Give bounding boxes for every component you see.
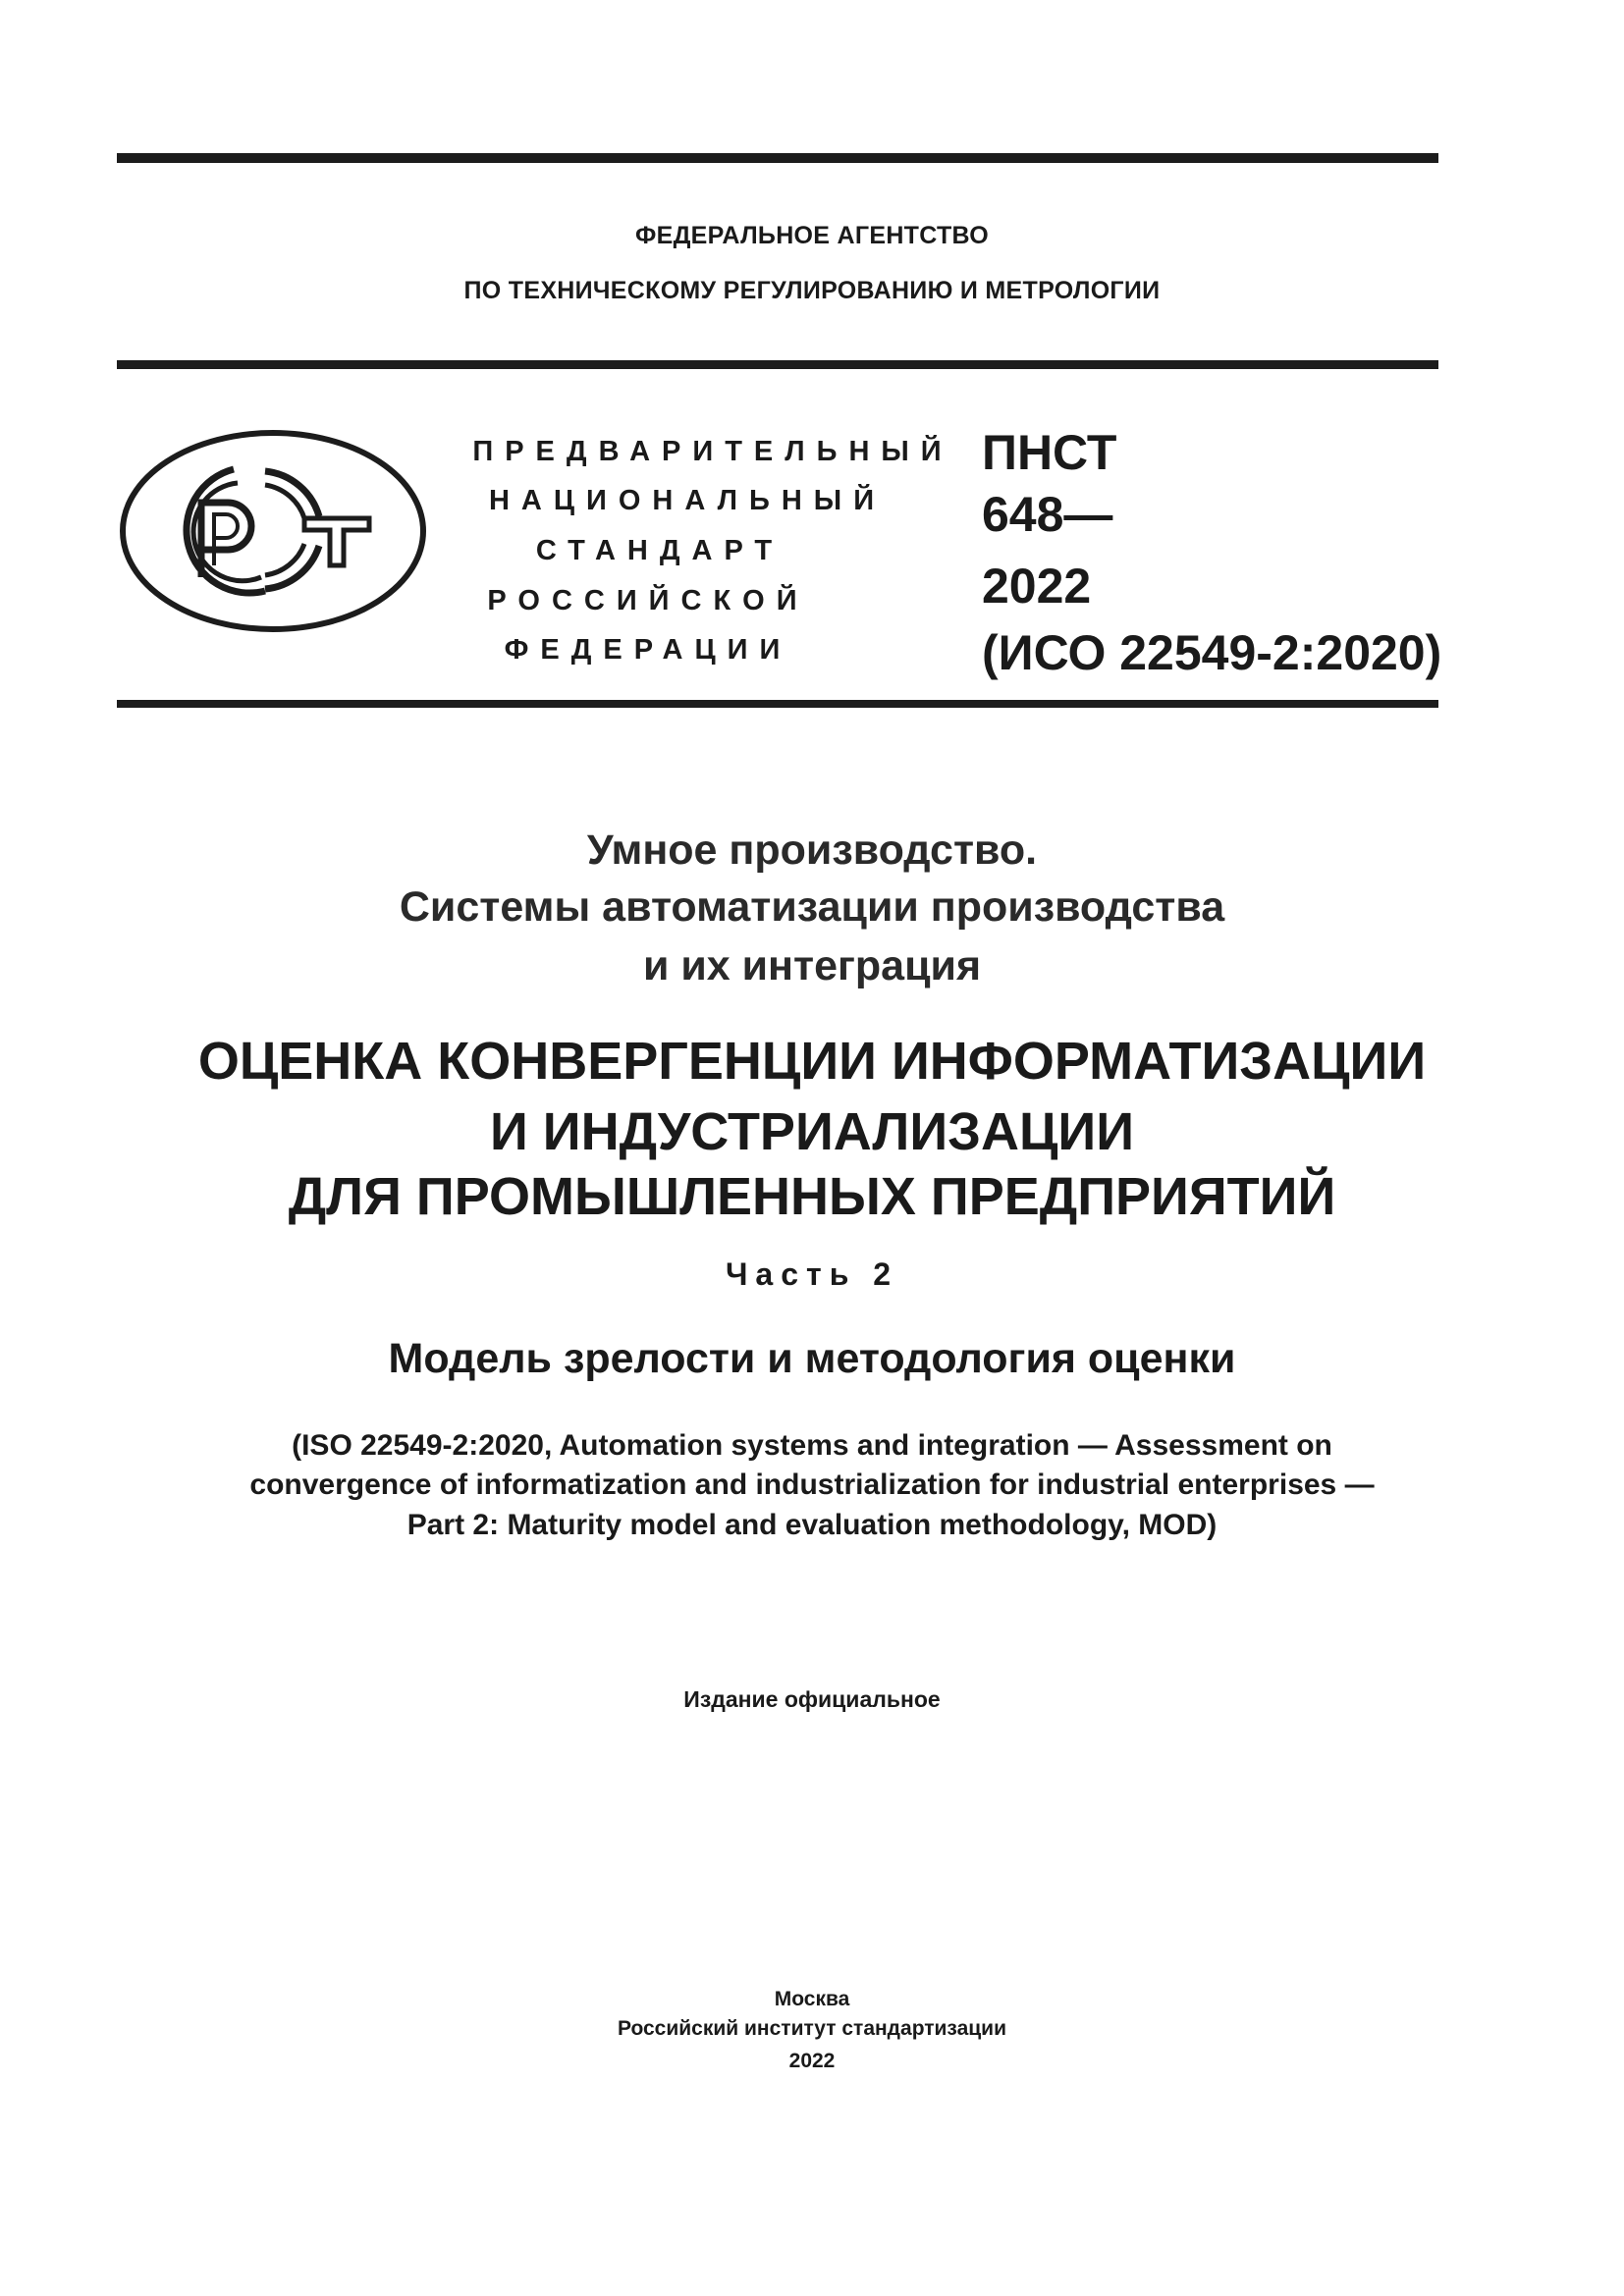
standard-kind-line: НАЦИОНАЛЬНЫЙ <box>488 485 887 516</box>
main-title-line: ОЦЕНКА КОНВЕРГЕНЦИИ ИНФОРМАТИЗАЦИИ <box>197 1032 1427 1091</box>
standard-code-line: (ИСО 22549-2:2020) <box>982 625 1442 680</box>
series-title-line: Системы автоматизации производства <box>399 883 1225 931</box>
agency-name-line1: ФЕДЕРАЛЬНОЕ АГЕНТСТВО <box>634 222 990 249</box>
series-title-line: и их интеграция <box>642 942 982 989</box>
edition-label: Издание официальное <box>683 1686 941 1712</box>
standard-kind-line: СТАНДАРТ <box>535 535 785 566</box>
publisher-institute: Российский институт стандартизации <box>617 2017 1007 2040</box>
header-rule <box>117 360 1438 369</box>
english-title-line: Part 2: Maturity model and evaluation methodology, MOD) <box>406 1509 1218 1541</box>
title-rule <box>117 700 1438 708</box>
top-rule <box>117 153 1438 163</box>
agency-name-line2: ПО ТЕХНИЧЕСКОМУ РЕГУЛИРОВАНИЮ И МЕТРОЛОГИИ <box>463 277 1161 304</box>
standard-code-line: 2022 <box>982 559 1092 614</box>
standard-kind-line: ФЕДЕРАЦИИ <box>504 634 792 666</box>
gost-r-mark-icon <box>118 428 428 634</box>
part-subtitle: Модель зрелости и методология оценки <box>388 1335 1236 1382</box>
part-label: Часть 2 <box>725 1256 899 1292</box>
standard-code-line: ПНСТ <box>982 425 1117 480</box>
series-title-line: Умное производство. <box>586 827 1038 874</box>
publisher-city: Москва <box>774 1988 850 2010</box>
standard-code-line: 648— <box>982 487 1113 542</box>
standard-kind-line: ПРЕДВАРИТЕЛЬНЫЙ <box>472 436 953 467</box>
publisher-year: 2022 <box>788 2050 836 2072</box>
english-title-line: (ISO 22549-2:2020, Automation systems and integration — Assessment on <box>292 1429 1332 1462</box>
main-title-line: И ИНДУСТРИАЛИЗАЦИИ <box>489 1102 1135 1161</box>
standard-kind-line: РОССИЙСКОЙ <box>487 585 809 616</box>
main-title-line: ДЛЯ ПРОМЫШЛЕННЫХ ПРЕДПРИЯТИЙ <box>288 1167 1336 1226</box>
english-title-line: convergence of informatization and industrialization for industrial enterprises — <box>249 1468 1375 1501</box>
